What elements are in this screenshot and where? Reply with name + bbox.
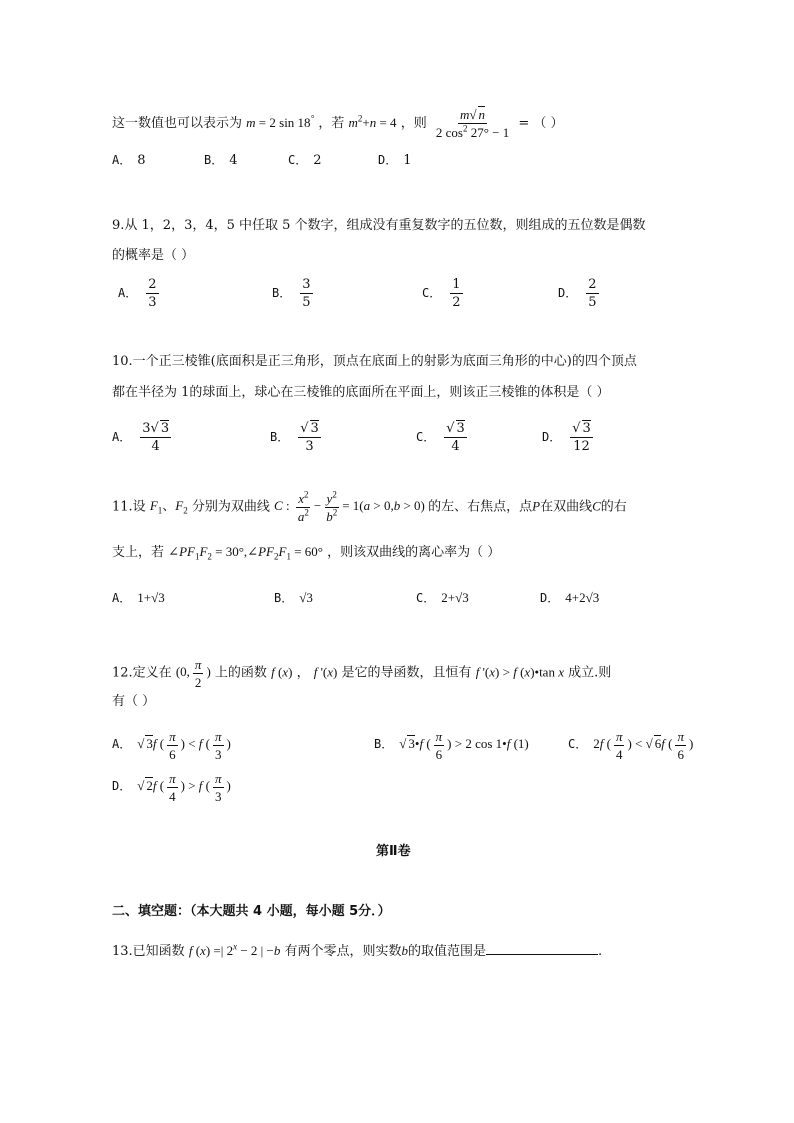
q13-stem: 13.已知函数 f (x) =| $2^x - 2$ | −b 有两个零点，则实数b的取值范围是 . bbox=[112, 941, 603, 959]
q11-stem-line2: 支上，若 $\angle PF_1F_2$ = $30^\circ,\angle PF_2F_1 = 60^\circ$ ，则该双曲线的离心率为（ ） bbox=[112, 544, 501, 562]
q11-angles: $\angle PF_1F_2$ = $30^\circ,\angle PF_2F_1 = 60^\circ$ bbox=[168, 544, 323, 562]
q8-answer-paren: （ ） bbox=[533, 116, 564, 131]
q8-stem: 这一数值也可以表示为 m = 2 sin 18° ，若 $m^2+n = 4$ ，则 $\frac{m√ n}{2 \cos^2 27^\circ - 1}$ = （ ） bbox=[112, 107, 564, 140]
q8-fraction: $\frac{m√ n}{2 \cos^2 27^\circ - 1}$ bbox=[435, 107, 510, 140]
q11-stem-line1: 11.设 $F_1$、$F_2$ 分别为双曲线 C : $\frac{x^2}{a^2}$ − $\frac{y^2}{b^2}$ = 1(a > 0,b > 0) 的左、右焦点，点P在双曲线C的右 bbox=[112, 489, 627, 524]
q10-option-d: D． $\frac{√ 3}{12}$ bbox=[542, 421, 591, 454]
q8-text1: 这一数值也可以表示为 bbox=[112, 116, 243, 131]
q8-option-c: C． 2 bbox=[288, 153, 322, 168]
q8-option-b: B． 4 bbox=[204, 153, 238, 168]
q13-function: f (x) =| $2^x - 2$ | −b bbox=[188, 941, 281, 958]
q10-option-a: A． $\frac{3√ 3}{4}$ bbox=[112, 421, 170, 454]
q10-stem-line1: 10.一个正三棱锥(底面积是正三角形，顶点在底面上的射影为底面三角形的中心)的四个顶点 bbox=[112, 354, 637, 369]
q12-option-c: C． 2f ( $\frac{\pi}{4}$ ) < √ 6f ( $\frac{\pi}{6}$ ) bbox=[568, 729, 694, 762]
q9-stem-line1: 9.从 1，2，3，4，5 中任取 5 个数字，组成没有重复数字的五位数，则组成的五位数是偶数 bbox=[112, 218, 646, 233]
q10-option-b: B． $\frac{√ 3}{3}$ bbox=[270, 421, 319, 454]
q8-text3: ，则 bbox=[400, 116, 427, 131]
section-title: 第Ⅱ卷 bbox=[376, 844, 411, 859]
q8-option-d: D． 1 bbox=[378, 153, 412, 168]
q13-answer-blank[interactable] bbox=[486, 940, 598, 955]
part2-heading: 二、填空题：（本大题共 4 小题，每小题 5分．） bbox=[112, 904, 391, 919]
q9-option-c: C． $\frac{1}{2}$ bbox=[422, 277, 461, 310]
q8-option-a: A． 8 bbox=[112, 153, 146, 168]
q8-text2: ，若 bbox=[318, 116, 345, 131]
q12-option-d: D． √ 2f ( $\frac{\pi}{4}$ ) > f ( $\frac{\pi}{3}$ ) bbox=[112, 771, 231, 804]
q11-option-a: A． 1+√3 bbox=[112, 590, 165, 605]
q11-option-c: C． 2+√3 bbox=[416, 590, 469, 605]
q8-formula-m: m = 2 sin 18° bbox=[246, 113, 315, 130]
q9-option-b: B． $\frac{3}{5}$ bbox=[272, 277, 311, 310]
q11-option-d: D． 4+2√3 bbox=[540, 590, 600, 605]
q11-foci: $F_1$、$F_2$ bbox=[149, 498, 188, 517]
q9-option-d: D． $\frac{2}{5}$ bbox=[558, 277, 597, 310]
q11-option-b: B． √3 bbox=[274, 590, 313, 605]
q12-stem-line1: 12.定义在 (0, $\frac{\pi}{2}$ ) 上的函数 f (x) ， f '(x) 是它的导函数，且恒有 f '(x) > f (x)•tan x 成立.则 bbox=[112, 657, 612, 690]
q9-stem-line2: 的概率是（ ） bbox=[112, 248, 195, 263]
q12-option-a: A． √ 3f ( $\frac{\pi}{6}$ ) < f ( $\frac{\pi}{3}$ ) bbox=[112, 729, 231, 762]
q12-stem-line2: 有（ ） bbox=[112, 694, 156, 709]
q10-option-c: C． $\frac{√ 3}{4}$ bbox=[416, 421, 465, 454]
q12-option-b: B． √ 3•f ( $\frac{\pi}{6}$ ) > 2 cos 1•f (1) bbox=[374, 729, 529, 762]
q11-hyperbola-formula: C : $\frac{x^2}{a^2}$ − $\frac{y^2}{b^2}$ = 1(a > 0,b > 0) bbox=[274, 489, 425, 524]
q9-option-a: A． $\frac{2}{3}$ bbox=[118, 277, 157, 310]
q12-inequality: f '(x) > f (x)•tan x bbox=[475, 664, 564, 680]
q8-formula-condition: $m^2+n = 4$ bbox=[348, 113, 397, 130]
q10-stem-line2: 都在半径为 1的球面上，球心在三棱锥的底面所在平面上，则该正三棱锥的体积是（ ） bbox=[112, 385, 610, 400]
q12-interval: (0, $\frac{\pi}{2}$ ) bbox=[175, 657, 211, 690]
